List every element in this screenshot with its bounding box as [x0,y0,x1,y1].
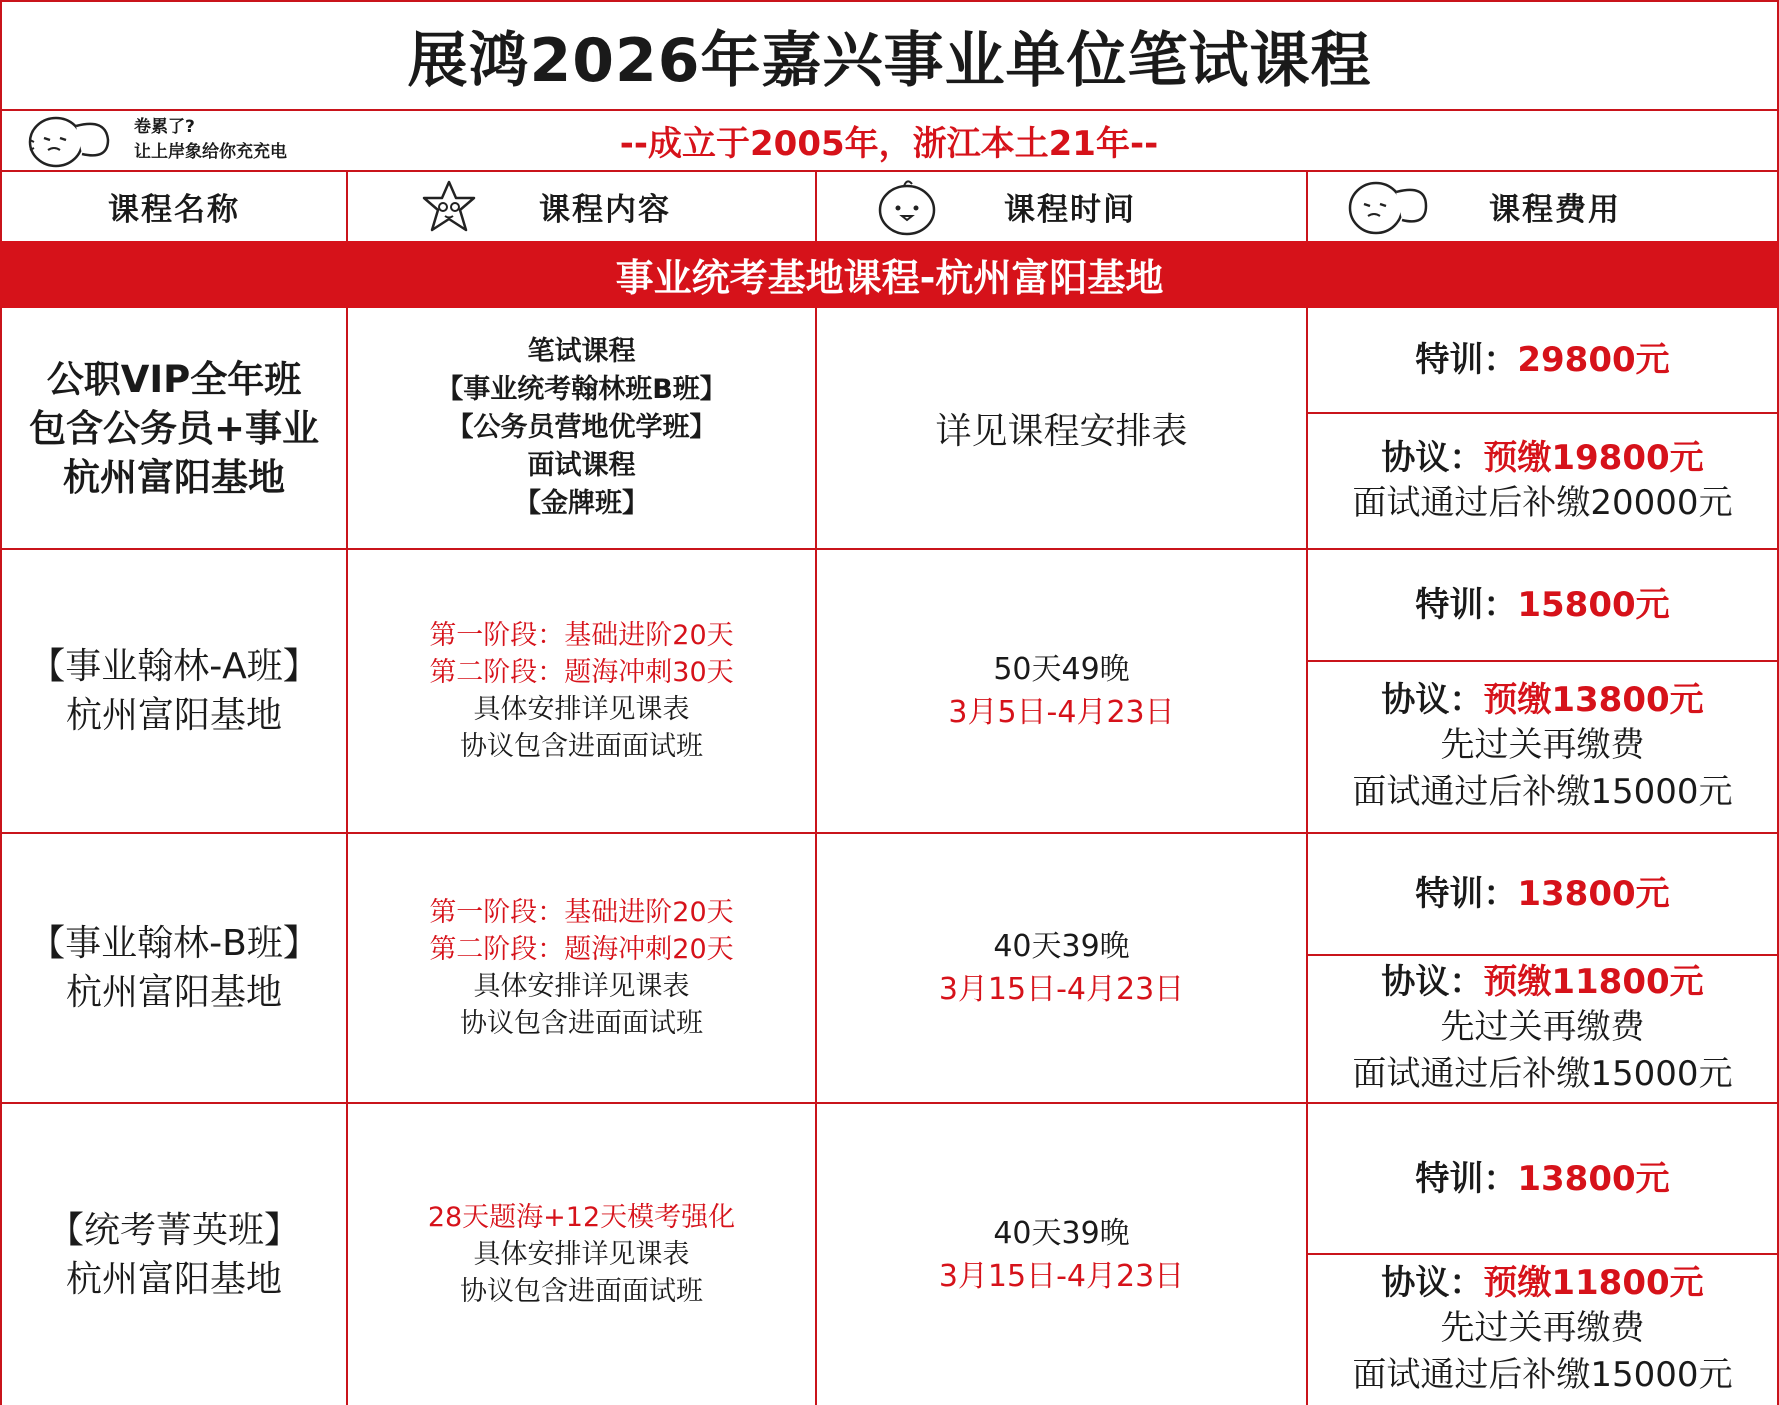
course-3-stage-1: 第一阶段：基础进阶20天 [429,897,734,928]
header-course-name: 课程名称 [108,191,240,228]
course-4-name-line-1: 【统考菁英班】 [47,1209,300,1251]
page-title: 展鸿2026年嘉兴事业单位笔试课程 [407,25,1372,96]
fee-special-label: 特训： [1415,874,1518,914]
elephant-mascot-icon [1346,176,1430,236]
course-4-content-line-2: 协议包含进面面试班 [460,1276,703,1307]
course-2-fee-special [1308,550,1777,660]
course-2-time [817,550,1306,832]
elephant-mascot-icon [26,112,112,168]
course-4-time-dates: 3月15日-4月23日 [938,1258,1185,1294]
course-3-content-line-1: 具体安排详见课表 [473,971,690,1002]
course-3-stage-2: 第二阶段：题海冲刺20天 [429,934,734,965]
course-4-content [348,1104,815,1405]
fee-special-label: 特训： [1415,585,1518,625]
course-2-time-dates: 3月5日-4月23日 [948,695,1175,730]
course-2-fee-agreement [1308,662,1777,832]
tagline-line-2: 让上岸象给你充充电 [134,142,287,162]
fee-agreement-label: 协议： [1381,962,1484,1002]
fee-agreement-label: 协议： [1381,680,1484,720]
course-1-content-line-3: 【公务员营地优学班】 [446,412,717,443]
chick-mascot-icon [876,176,938,236]
course-4-stage-1: 28天题海+12天模考强化 [427,1202,736,1233]
course-1-name-line-1: 公职VIP全年班 [46,357,302,401]
fee-agreement-value: 预缴19800元 [1483,437,1704,478]
fee-agreement-line [1381,1261,1703,1305]
fee-note-1: 先过关再缴费 [1440,725,1645,765]
course-1-name-line-2: 包含公务员+事业 [28,406,319,450]
section-banner: 事业统考基地课程-杭州富阳基地 [0,241,1779,308]
course-2-stage-2: 第二阶段：题海冲刺30天 [429,657,734,688]
mascot-tagline [134,112,364,168]
fee-special-value: 29800元 [1517,340,1670,380]
course-3-name [2,834,346,1102]
course-1-content-line-1: 笔试课程 [527,336,636,367]
course-1-content-line-5: 【金牌班】 [514,488,649,519]
course-3-fee-agreement [1308,956,1777,1102]
header-course-fee: 课程费用 [1489,191,1621,228]
fee-special-label: 特训： [1415,1158,1518,1199]
course-3-fee-special [1308,834,1777,954]
header-course-content: 课程内容 [539,191,671,228]
fee-agreement-line [1381,678,1703,722]
course-1-content [348,308,815,548]
course-3-content-line-2: 协议包含进面面试班 [460,1008,703,1039]
course-4-name [2,1104,346,1405]
course-1-name-line-3: 杭州富阳基地 [63,455,285,499]
fee-agreement-line [1381,960,1703,1004]
course-2-time-days: 50天49晚 [993,652,1130,687]
fee-agreement-value: 预缴11800元 [1483,962,1704,1002]
course-4-fee-agreement [1308,1255,1777,1405]
fee-agreement-line [1381,436,1703,480]
course-3-time-days: 40天39晚 [993,929,1130,964]
fee-agreement-value: 预缴11800元 [1483,1263,1704,1303]
course-1-content-line-2: 【事业统考翰林班B班】 [436,374,727,405]
course-4-content-line-1: 具体安排详见课表 [473,1239,690,1270]
star-mascot-icon [418,178,480,236]
fee-agreement-label: 协议： [1381,1263,1484,1303]
course-1-fee-agreement [1308,414,1777,548]
col-divider-1-header [346,171,348,241]
course-4-fee-special [1308,1104,1777,1253]
course-4-time-days: 40天39晚 [993,1215,1130,1251]
course-2-name-line-1: 【事业翰林-A班】 [29,646,319,687]
course-4-name-line-2: 杭州富阳基地 [65,1258,282,1300]
fee-note: 面试通过后补缴20000元 [1352,482,1733,523]
course-3-content [348,834,815,1102]
course-1-fee-special [1308,308,1777,412]
fee-agreement-label: 协议： [1381,437,1484,478]
course-3-name-line-2: 杭州富阳基地 [65,972,282,1013]
fee-note-1: 先过关再缴费 [1440,1308,1645,1348]
course-2-content [348,550,815,832]
course-1-name [2,308,346,548]
fee-note-1: 先过关再缴费 [1440,1007,1645,1047]
tagline-line-1: 卷累了? [134,117,195,137]
course-2-content-line-2: 协议包含进面面试班 [460,731,703,762]
col-divider-3-header [1306,171,1308,241]
course-1-time: 详见课程安排表 [935,410,1188,452]
course-3-time-dates: 3月15日-4月23日 [938,972,1185,1007]
fee-note-2: 面试通过后补缴15000元 [1352,772,1733,812]
fee-note-2: 面试通过后补缴15000元 [1352,1355,1733,1395]
fee-agreement-value: 预缴13800元 [1483,680,1704,720]
course-2-content-line-1: 具体安排详见课表 [473,694,690,725]
fee-note-2: 面试通过后补缴15000元 [1352,1054,1733,1094]
fee-special-label: 特训： [1415,340,1518,380]
course-3-time [817,834,1306,1102]
fee-special-value: 13800元 [1517,1158,1670,1199]
header-course-time: 课程时间 [1004,191,1136,228]
course-2-name-line-2: 杭州富阳基地 [65,695,282,736]
course-3-name-line-1: 【事业翰林-B班】 [29,923,319,964]
fee-special-value: 15800元 [1517,585,1670,625]
course-2-name [2,550,346,832]
course-4-time [817,1104,1306,1405]
slogan: --成立于2005年，浙江本土21年-- [619,124,1159,164]
fee-special-value: 13800元 [1517,874,1670,914]
col-divider-2-header [815,171,817,241]
course-1-content-line-4: 面试课程 [527,450,636,481]
course-2-stage-1: 第一阶段：基础进阶20天 [429,620,734,651]
